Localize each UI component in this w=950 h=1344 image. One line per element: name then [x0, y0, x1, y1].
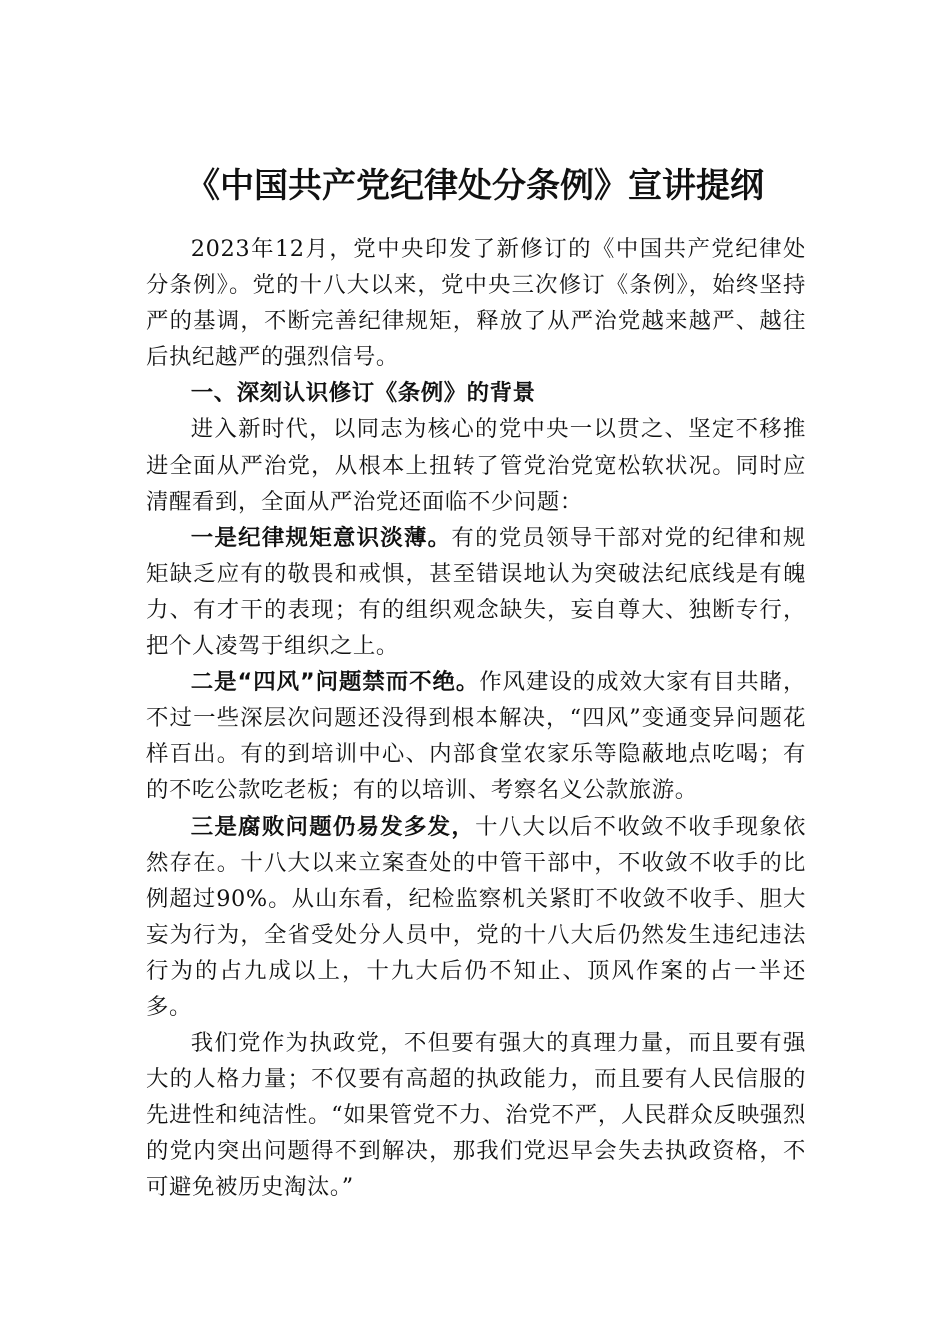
intro-paragraph: 2023年12月，党中央印发了新修订的《中国共产党纪律处分条例》。党的十八大以来，党中央三次修订《条例》，始终坚持严的基调，不断完善纪律规矩，释放了从严治党越来越严、越往后执纪越严的强烈信号。 [146, 236, 806, 371]
document-title: 《中国共产党纪律处分条例》宣讲提纲 [186, 166, 764, 206]
section-heading-background: 一、深刻认识修订《条例》的背景 [190, 380, 536, 407]
problem-item-lead: 三是腐败问题仍易发多发， [190, 813, 476, 840]
problem-item-corruption [146, 809, 806, 1026]
problem-item-lead: 二是“四风”问题禁而不绝。 [190, 669, 480, 696]
problem-item-text: 作风建设的成效大家有目共睹，不过一些深层次问题还没得到根本解决，“四风”变通变异问题花样百出。有的到培训中心、内部食堂农家乐等隐蔽地点吃喝；有的不吃公款吃老板；有的以培训、考察名义公款旅游。 [146, 669, 807, 804]
section-paragraph-ruling-party: 我们党作为执政党，不但要有强大的真理力量，而且要有强大的人格力量；不仅要有高超的执政能力，而且要有人民信服的先进性和纯洁性。“如果管党不力、治党不严，人民群众反映强烈的党内突出问题得不到解决，那我们党迟早会失去执政资格，不可避免被历史淘汰。” [146, 1030, 806, 1201]
problem-item-four-winds [146, 664, 806, 808]
problem-item-discipline [146, 520, 806, 664]
problem-item-text: 十八大以后不收敛不收手现象依然存在。十八大以来立案查处的中管干部中，不收敛不收手的比例超过90%。从山东看，纪检监察机关紧盯不收敛不收手、胆大妄为行为，全省受处分人员中，党的十八大后仍然发生违纪违法行为的占九成以上，十九大后仍不知止、顶风作案的占一半还多。 [146, 813, 806, 1020]
document-body [146, 231, 806, 1206]
problem-item-text: 有的党员领导干部对党的纪律和规矩缺乏应有的敬畏和戒惧，甚至错误地认为突破法纪底线是有魄力、有才干的表现；有的组织观念缺失，妄自尊大、独断专行，把个人凌驾于组织之上。 [146, 524, 806, 660]
problem-item-lead: 一是纪律规矩意识淡薄。 [190, 524, 452, 551]
section-paragraph-new-era: 进入新时代，以同志为核心的党中央一以贯之、坚定不移推进全面从严治党，从根本上扭转了管党治党宽松软状况。同时应清醒看到，全面从严治党还面临不少问题： [146, 416, 806, 515]
